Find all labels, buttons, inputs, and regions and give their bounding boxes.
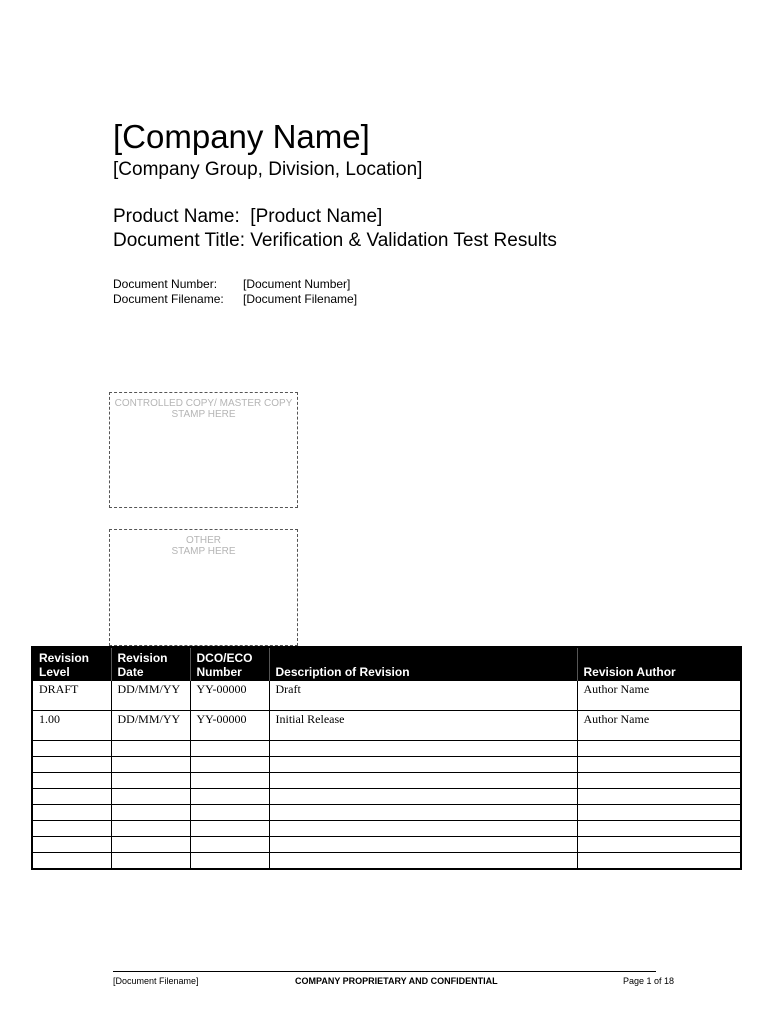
table-cell [32, 805, 111, 821]
table-cell [269, 757, 577, 773]
table-cell [190, 821, 269, 837]
empty-table-row [32, 837, 741, 853]
controlled-copy-stamp-box [109, 392, 298, 508]
table-cell [577, 853, 741, 870]
table-cell [32, 773, 111, 789]
document-title-value: Verification & Validation Test Results [250, 230, 557, 251]
table-cell [32, 821, 111, 837]
document-title-label: Document Title: [113, 230, 245, 251]
table-cell [577, 741, 741, 757]
stamp-label: OTHER [186, 535, 221, 546]
column-header: Revision Author [577, 647, 741, 681]
table-cell: DRAFT [32, 681, 111, 711]
column-header: DCO/ECO Number [190, 647, 269, 681]
column-header: Revision Level [32, 647, 111, 681]
column-header: Revision Date [111, 647, 190, 681]
table-cell [269, 789, 577, 805]
empty-table-row [32, 853, 741, 870]
table-cell [111, 773, 190, 789]
table-cell [111, 853, 190, 870]
table-cell [111, 757, 190, 773]
table-cell [577, 773, 741, 789]
table-cell [269, 837, 577, 853]
table-cell [111, 805, 190, 821]
table-cell: Initial Release [269, 711, 577, 741]
table-cell [577, 757, 741, 773]
table-cell [577, 789, 741, 805]
stamp-label: CONTROLLED COPY/ MASTER COPY [114, 398, 293, 409]
table-cell [269, 821, 577, 837]
table-cell: Draft [269, 681, 577, 711]
table-header-row [32, 647, 741, 681]
table-cell: 1.00 [32, 711, 111, 741]
document-number-label: Document Number: [113, 277, 218, 291]
document-filename-label: Document Filename: [113, 292, 224, 306]
table-cell [269, 741, 577, 757]
footer-confidentiality-notice: COMPANY PROPRIETARY AND CONFIDENTIAL [295, 976, 498, 986]
table-cell [269, 773, 577, 789]
table-cell [190, 789, 269, 805]
footer-filename: [Document Filename] [113, 976, 199, 986]
table-cell [190, 773, 269, 789]
table-cell [111, 837, 190, 853]
product-name-label: Product Name: [113, 206, 240, 227]
empty-table-row [32, 741, 741, 757]
table-cell [111, 741, 190, 757]
company-group: [Company Group, Division, Location] [113, 159, 423, 180]
empty-table-row [32, 805, 741, 821]
column-header: Description of Revision [269, 647, 577, 681]
table-row [32, 711, 741, 741]
revision-history-table [31, 646, 742, 870]
table-cell: Author Name [577, 711, 741, 741]
table-cell [190, 837, 269, 853]
footer-page-number: Page 1 of 18 [623, 976, 675, 986]
table-cell: YY-00000 [190, 681, 269, 711]
table-cell [32, 789, 111, 805]
document-filename-row [113, 292, 357, 307]
table-cell [577, 837, 741, 853]
company-name: [Company Name] [113, 118, 370, 155]
table-cell: DD/MM/YY [111, 711, 190, 741]
stamp-label: STAMP HERE [171, 409, 236, 420]
empty-table-row [32, 821, 741, 837]
document-filename-value: [Document Filename] [243, 292, 358, 306]
table-cell [190, 741, 269, 757]
table-cell [32, 837, 111, 853]
empty-table-row [32, 789, 741, 805]
table-cell [111, 789, 190, 805]
table-cell [269, 805, 577, 821]
table-cell [32, 853, 111, 870]
other-stamp-box [109, 529, 298, 646]
table-cell [269, 853, 577, 870]
document-number-row [113, 277, 350, 292]
product-name-line [113, 205, 382, 229]
table-cell [111, 821, 190, 837]
stamp-label: STAMP HERE [171, 546, 236, 557]
document-number-value: [Document Number] [243, 277, 351, 291]
product-name-value: [Product Name] [250, 206, 383, 227]
empty-table-row [32, 757, 741, 773]
table-row [32, 681, 741, 711]
table-cell: YY-00000 [190, 711, 269, 741]
table-cell [190, 853, 269, 870]
footer-divider [113, 971, 656, 972]
table-cell [190, 757, 269, 773]
table-cell [32, 741, 111, 757]
table-cell [577, 821, 741, 837]
table-cell [190, 805, 269, 821]
document-title-line [113, 229, 557, 253]
empty-table-row [32, 773, 741, 789]
table-cell: Author Name [577, 681, 741, 711]
table-cell [32, 757, 111, 773]
table-cell: DD/MM/YY [111, 681, 190, 711]
table-cell [577, 805, 741, 821]
